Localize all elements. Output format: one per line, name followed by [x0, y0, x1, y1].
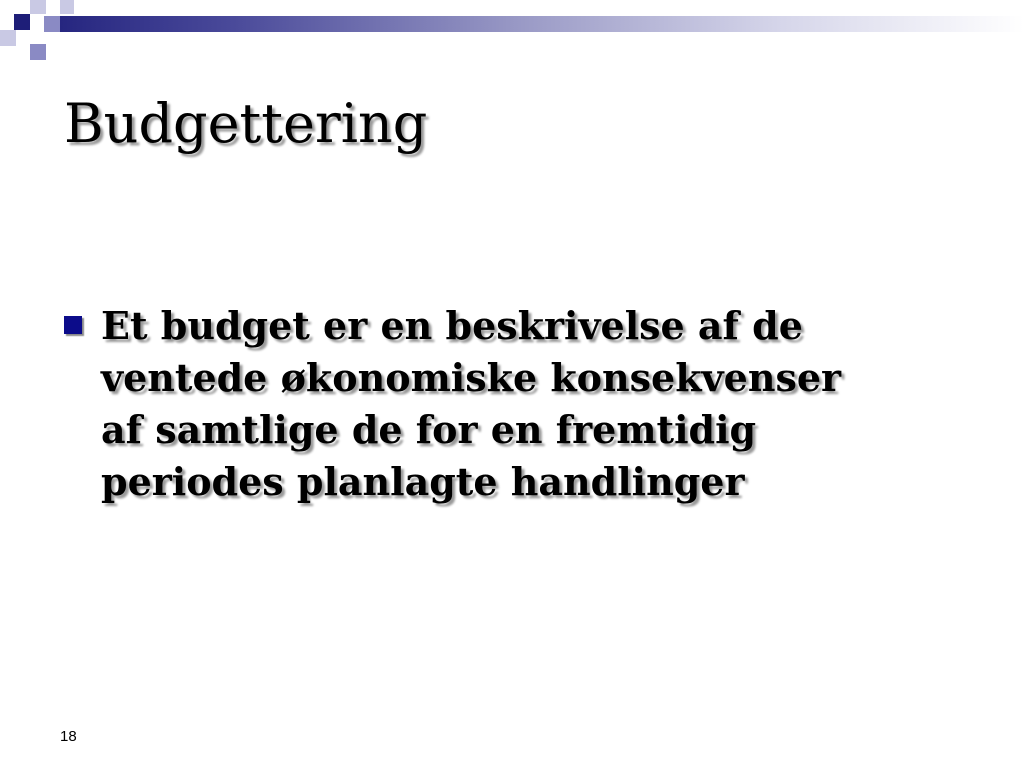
bullet-line: ventede økonomiske konsekvenser	[101, 355, 842, 400]
decor-square	[30, 0, 46, 14]
decor-square	[14, 14, 30, 30]
header-decoration	[0, 0, 1024, 64]
decor-square	[44, 16, 60, 32]
decor-square	[0, 30, 16, 46]
decor-square	[60, 0, 74, 14]
bullet-item	[64, 300, 964, 508]
bullet-list	[64, 300, 964, 508]
bullet-line: af samtlige de for en fremtidig	[101, 407, 757, 452]
bullet-line: Et budget er en beskrivelse af de	[101, 303, 803, 348]
decor-square	[30, 44, 46, 60]
square-bullet-icon	[64, 316, 82, 334]
bullet-line: periodes planlagte handlinger	[101, 459, 745, 504]
slide-title: Budgettering	[64, 92, 428, 155]
slide-number: 18	[60, 728, 77, 745]
header-gradient-bar	[60, 16, 1024, 32]
bullet-text	[101, 300, 964, 508]
